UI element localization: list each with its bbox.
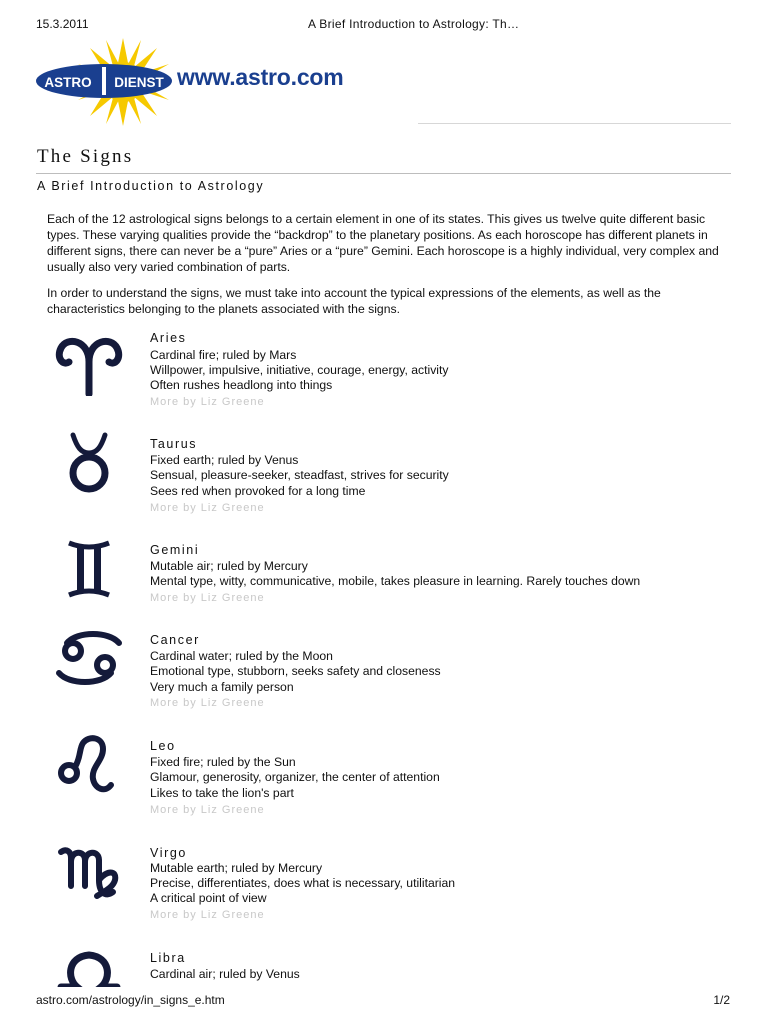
sign-libra xyxy=(36,951,736,987)
sign-note: Very much a family person xyxy=(150,680,294,694)
sign-note: Likes to take the lion's part xyxy=(150,786,294,800)
virgo-icon xyxy=(53,840,125,904)
sign-quality: Mutable air; ruled by Mercury xyxy=(150,559,308,573)
sign-note: Sees red when provoked for a long time xyxy=(150,484,366,498)
gemini-icon xyxy=(53,537,125,601)
page-number: 1/2 xyxy=(713,993,730,1007)
sign-name: Gemini xyxy=(150,543,200,557)
sign-quality: Cardinal fire; ruled by Mars xyxy=(150,348,297,362)
print-date: 15.3.2011 xyxy=(36,17,89,31)
title-divider xyxy=(36,173,731,174)
logo-url: www.astro.com xyxy=(177,64,344,90)
sign-note: A critical point of view xyxy=(150,891,267,905)
aries-icon xyxy=(53,332,125,396)
more-by-liz-greene-link[interactable]: More by Liz Greene xyxy=(150,396,265,408)
sign-traits: Glamour, generosity, organizer, the center of attention xyxy=(150,770,440,784)
astrodienst-logo[interactable] xyxy=(36,38,416,126)
sign-quality: Fixed earth; ruled by Venus xyxy=(150,453,299,467)
intro-paragraph-2: In order to understand the signs, we must take into account the typical expressions of the elements, as well as the characteristics belonging to the planets associated with the signs. xyxy=(47,286,661,316)
intro-paragraph-1: Each of the 12 astrological signs belongs to a certain element in one of its states. This gives us twelve quite different basic types. These varying qualities provide the “backdrop” to the planetary positions. As each horoscope has different planets in different signs, there can never be a “pure” Aries or a “pure” Gemini. Each horoscope is a highly individual, very complex and usually also very varied combination of parts. xyxy=(47,212,719,274)
sign-quality: Cardinal water; ruled by the Moon xyxy=(150,649,333,663)
more-by-liz-greene-link[interactable]: More by Liz Greene xyxy=(150,909,265,921)
print-footer xyxy=(36,993,730,1009)
more-by-liz-greene-link[interactable]: More by Liz Greene xyxy=(150,697,265,709)
print-doc-title: A Brief Introduction to Astrology: Th… xyxy=(308,17,520,31)
sign-traits: Emotional type, stubborn, seeks safety and closeness xyxy=(150,664,441,678)
sign-traits: Precise, differentiates, does what is necessary, utilitarian xyxy=(150,876,456,890)
sign-note: Often rushes headlong into things xyxy=(150,378,333,392)
print-header xyxy=(36,17,730,33)
sign-name: Cancer xyxy=(150,633,200,647)
taurus-icon xyxy=(53,431,125,495)
libra-icon xyxy=(53,951,125,987)
header-divider xyxy=(418,123,731,124)
sign-traits: Sensual, pleasure-seeker, steadfast, strives for security xyxy=(150,468,449,482)
sign-quality: Mutable earth; ruled by Mercury xyxy=(150,861,323,875)
sign-name: Leo xyxy=(150,739,176,753)
logo-dienst-text: DIENST xyxy=(114,75,164,90)
sign-name: Virgo xyxy=(150,846,187,860)
sign-quality: Fixed fire; ruled by the Sun xyxy=(150,755,296,769)
sign-name: Aries xyxy=(150,331,187,345)
more-by-liz-greene-link[interactable]: More by Liz Greene xyxy=(150,592,265,604)
sign-traits: Willpower, impulsive, initiative, courage, energy, activity xyxy=(150,363,449,377)
sign-quality: Cardinal air; ruled by Venus xyxy=(150,967,300,981)
logo-astro-text: ASTRO xyxy=(44,75,92,90)
more-by-liz-greene-link[interactable]: More by Liz Greene xyxy=(150,502,265,514)
cancer-icon xyxy=(53,627,125,691)
sign-name: Taurus xyxy=(150,437,198,451)
page-subtitle: A Brief Introduction to Astrology xyxy=(37,179,265,193)
page-title: The Signs xyxy=(37,146,134,167)
sign-traits: Mental type, witty, communicative, mobile, takes pleasure in learning. Rarely touches down xyxy=(150,574,641,588)
more-by-liz-greene-link[interactable]: More by Liz Greene xyxy=(150,804,265,816)
sign-name: Libra xyxy=(150,951,186,965)
leo-icon xyxy=(53,733,125,797)
footer-url: astro.com/astrology/in_signs_e.htm xyxy=(36,993,225,1007)
